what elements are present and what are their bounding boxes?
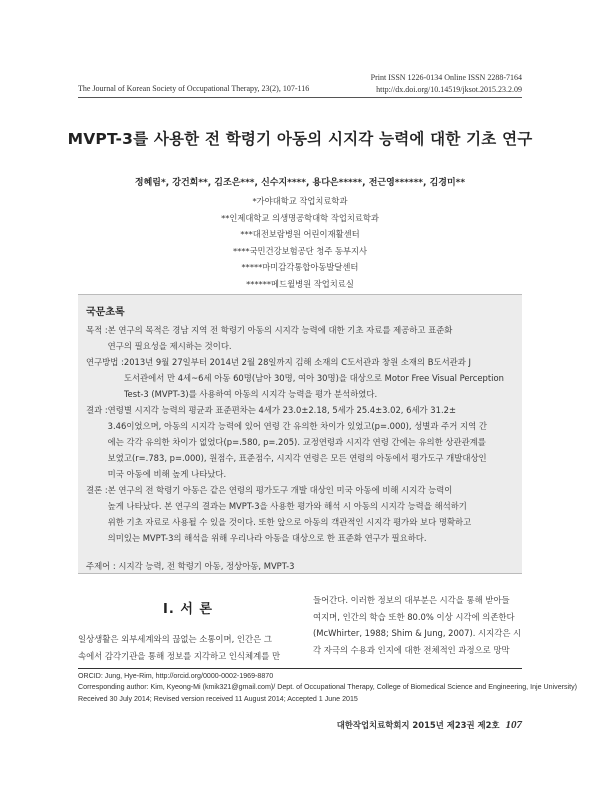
abstract-purpose xyxy=(86,322,514,354)
abstract-line: 본 연구의 목적은 경남 지역 전 학령기 아동의 시지각 능력에 대한 기초 자료를 제공하고 표준화 xyxy=(107,325,453,335)
abstract-label: 결론 : xyxy=(86,485,108,495)
abstract-line: 위한 기초 자료로 사용될 수 있을 것이다. 또한 앞으로 아동의 객관적인 시지각 평가와 보다 명확하고 xyxy=(107,517,472,527)
abstract-methods xyxy=(86,354,514,402)
affiliation: **인제대학교 의생명공학대학 작업치료학과 xyxy=(221,212,379,223)
abstract-heading: 국문초록 xyxy=(86,307,125,318)
abstract-line: 에는 각각 유의한 차이가 없었다(p=.580, p=.205). 교정연령과 시지각 연령 간에는 유의한 상관관계를 xyxy=(107,437,486,447)
abstract-label: 결과 : xyxy=(86,405,108,415)
header-issn-doi xyxy=(371,72,522,96)
korean-abstract-box xyxy=(78,294,522,574)
affiliation: ****국민건강보험공단 청주 동부지사 xyxy=(232,245,368,256)
journal-footer xyxy=(337,719,522,731)
abstract-line: 미국 아동에 비해 높게 나타났다. xyxy=(107,469,227,479)
orcid-footnote: ORCID: Jung, Hye-Rim, http://orcid.org/0000-0002-1969-8870 xyxy=(78,672,274,680)
section-title: I. 서 론 xyxy=(163,602,213,617)
abstract-results xyxy=(86,402,514,482)
header-divider xyxy=(78,97,522,98)
footnote-divider xyxy=(78,668,522,669)
body-column-left xyxy=(78,598,298,664)
abstract-line: 2013년 9월 27일부터 2014년 2월 28일까지 김해 소재의 C도서관과 창원 소재의 B도서관과 J xyxy=(123,357,471,367)
abstract-line: 보였고(r=.783, p=.000), 원점수, 표준점수, 시지각 연령은 모든 연령의 아동에서 평가도구 개발대상인 xyxy=(107,453,487,463)
affiliation-list xyxy=(0,193,600,292)
abstract-line: 연령별 시지각 능력의 평균과 표준편차는 4세가 23.0±2.18, 5세가 25.4±3.02, 6세가 31.2± xyxy=(107,405,456,415)
body-paragraph xyxy=(313,592,523,658)
body-line: 각 자극의 수용과 인지에 대한 전체적인 과정으로 망막 xyxy=(313,644,510,655)
abstract-label: 목적 : xyxy=(86,325,108,335)
paper-title: MVPT-3를 사용한 전 학령기 아동의 시지각 능력에 대한 기초 연구 xyxy=(67,130,533,148)
journal-citation: The Journal of Korean Society of Occupational Therapy, 23(2), 107-116 xyxy=(78,84,310,93)
body-paragraph xyxy=(78,631,298,664)
abstract-line: 의미있는 MVPT-3의 해석을 위해 우리나라 아동을 대상으로 한 표준화 연구가 필요하다. xyxy=(107,533,427,543)
affiliation: *가야대학교 작업치료학과 xyxy=(252,196,348,206)
body-line: 들어간다. 이러한 정보의 대부분은 시각을 통해 받아들 xyxy=(313,595,510,605)
abstract-line: 연구의 필요성을 제시하는 것이다. xyxy=(107,341,232,351)
author-list: 정혜림*, 강건희**, 김조은***, 신수지****, 용다은*****, 전근영******, 김경미** xyxy=(134,178,466,188)
abstract-line: 본 연구의 전 학령기 아동은 같은 연령의 평가도구 개발 대상인 미국 아동에 비해 시지각 능력이 xyxy=(107,485,453,495)
affiliation: ******메드윌병원 작업치료실 xyxy=(246,278,354,289)
abstract-line: 3.46이었으며, 아동의 시지각 능력에 있어 연령 간 유의한 차이가 있었고(p=.000), 성별과 주거 지역 간 xyxy=(107,421,487,431)
abstract-keywords: 주제어 : 시지각 능력, 전 학령기 아동, 정상아동, MVPT-3 xyxy=(86,561,295,571)
corresponding-author-footnote: Corresponding author: Kim, Kyeong-Mi (kmik321@gmail.com)/ Dept. of Occupational Therapy, College of Biomedical Science and Engineering, Inje University) xyxy=(78,683,578,692)
body-column-right xyxy=(313,592,523,658)
received-dates-footnote: Received 30 July 2014; Revised version received 11 August 2014; Accepted 1 June 2015 xyxy=(78,694,358,703)
footnotes xyxy=(78,671,577,705)
abstract-line: 도서관에서 만 4세~6세 아동 60명(남아 30명, 여아 30명)을 대상으로 Motor Free Visual Perception xyxy=(123,373,504,383)
body-line: (McWhirter, 1988; Shim & Jung, 2007). 시지각은 시 xyxy=(313,628,522,638)
issn-text: Print ISSN 1226-0134 Online ISSN 2288-7164 xyxy=(370,73,522,82)
body-line: 속에서 감각기관을 통해 정보를 지각하고 인식체계를 만 xyxy=(78,650,281,661)
abstract-label: 연구방법 : xyxy=(86,357,124,367)
body-line: 여지며, 인간의 학습 또한 80.0% 이상 시각에 의존한다 xyxy=(313,611,515,622)
abstract-line: Test-3 (MVPT-3)를 사용하여 아동의 시지각 능력을 평가 분석하였다. xyxy=(123,389,378,399)
affiliation: ***대전보람병원 어린이재활센터 xyxy=(240,229,360,239)
journal-issue: 대한작업치료학회지 2015년 제23권 제2호 xyxy=(336,720,500,730)
abstract-line: 높게 나타났다. 본 연구의 결과는 MVPT-3을 사용한 평가와 해석 시 아동의 시지각 능력을 해석하기 xyxy=(107,501,467,511)
affiliation: *****마미감각통합아동발달센터 xyxy=(241,262,359,272)
page-number: 107 xyxy=(505,719,522,731)
abstract-conclusion xyxy=(86,482,514,546)
body-line: 일상생활은 외부세계와의 끊없는 소통이며, 인간은 그 xyxy=(78,634,272,644)
doi-text: http://dx.doi.org/10.14519/jksot.2015.23.2.09 xyxy=(376,85,522,94)
